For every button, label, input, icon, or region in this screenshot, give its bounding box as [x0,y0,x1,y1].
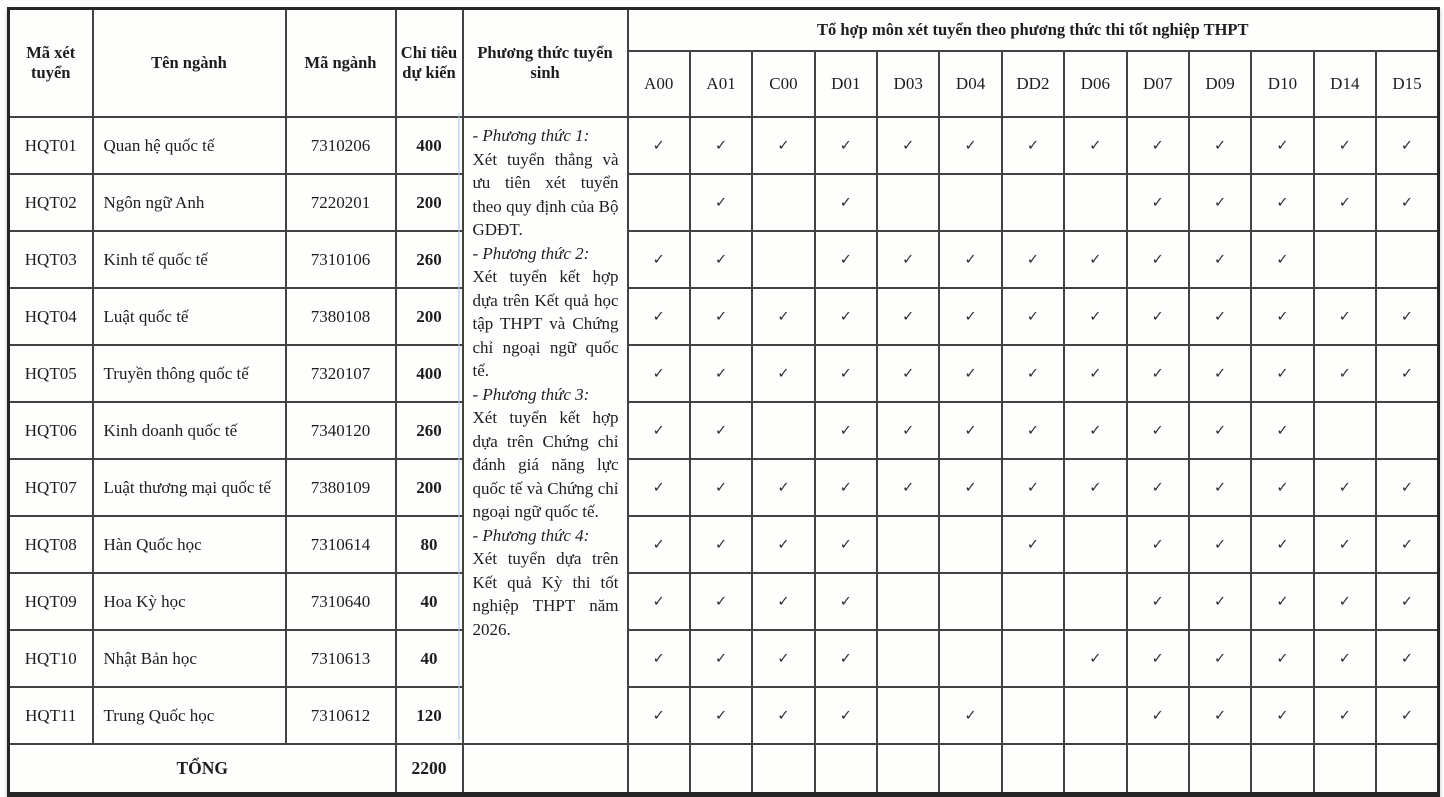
header-combo-d09: D09 [1189,51,1251,117]
combo-check-d14: ✓ [1314,117,1376,174]
admission-code-cell: HQT04 [9,288,93,345]
combo-check-d01: ✓ [815,459,877,516]
combo-check-d10: ✓ [1251,174,1313,231]
header-combo-d15: D15 [1376,51,1439,117]
combo-check-a00 [628,174,690,231]
admission-code-cell: HQT11 [9,687,93,744]
quota-cell: 260 [396,231,463,288]
total-combo-empty-d03 [877,744,939,794]
table-row-hqt01 [9,117,1439,174]
major-name-cell: Kinh tế quốc tế [93,231,286,288]
major-code-cell: 7380109 [286,459,396,516]
header-combo-a00: A00 [628,51,690,117]
combo-check-d04: ✓ [939,687,1001,744]
admission-code-cell: HQT01 [9,117,93,174]
major-name-cell: Ngôn ngữ Anh [93,174,286,231]
combo-check-a00: ✓ [628,288,690,345]
major-name-cell: Truyền thông quốc tế [93,345,286,402]
combo-check-d06 [1064,174,1126,231]
combo-check-a00: ✓ [628,117,690,174]
major-code-cell: 7310106 [286,231,396,288]
combo-check-d03 [877,174,939,231]
major-code-cell: 7340120 [286,402,396,459]
combo-check-c00: ✓ [752,459,814,516]
admission-method-cell [463,117,628,744]
combo-check-d15: ✓ [1376,459,1439,516]
major-name-cell: Kinh doanh quốc tế [93,402,286,459]
combo-check-d07: ✓ [1127,117,1189,174]
combo-check-d01: ✓ [815,117,877,174]
header-combo-d06: D06 [1064,51,1126,117]
major-code-cell: 7320107 [286,345,396,402]
combo-check-d07: ✓ [1127,687,1189,744]
major-name-cell: Luật quốc tế [93,288,286,345]
combo-check-dd2: ✓ [1002,117,1064,174]
combo-check-d01: ✓ [815,402,877,459]
total-combo-empty-a00 [628,744,690,794]
combo-check-d03: ✓ [877,117,939,174]
method-paragraph: - Phương thức 3: Xét tuyển kết hợp dựa trên Chứng chỉ đánh giá năng lực quốc tế và Chứng chỉ ngoại ngữ quốc tế. [472,384,619,521]
combo-check-d09: ✓ [1189,288,1251,345]
header-major-name: Tên ngành [93,9,286,118]
combo-check-d07: ✓ [1127,573,1189,630]
combo-check-d14: ✓ [1314,345,1376,402]
quota-cell: 120 [396,687,463,744]
total-combo-empty-d04 [939,744,1001,794]
combo-check-c00: ✓ [752,288,814,345]
combo-check-d04: ✓ [939,117,1001,174]
major-name-cell: Hoa Kỳ học [93,573,286,630]
combo-check-dd2: ✓ [1002,459,1064,516]
combo-check-d10: ✓ [1251,231,1313,288]
combo-check-d06: ✓ [1064,459,1126,516]
quota-cell: 200 [396,288,463,345]
combo-check-d06 [1064,687,1126,744]
combo-check-dd2 [1002,630,1064,687]
combo-check-d01: ✓ [815,630,877,687]
combo-check-d10: ✓ [1251,573,1313,630]
combo-check-d06: ✓ [1064,345,1126,402]
combo-check-dd2 [1002,687,1064,744]
total-combo-empty-dd2 [1002,744,1064,794]
table-header [9,9,1439,118]
method-label: - Phương thức 2: [472,243,590,263]
combo-check-d15: ✓ [1376,573,1439,630]
total-combo-empty-d06 [1064,744,1126,794]
combo-check-d10: ✓ [1251,459,1313,516]
combo-check-d01: ✓ [815,573,877,630]
combo-check-d03: ✓ [877,459,939,516]
combo-check-a01: ✓ [690,117,752,174]
header-combo-d03: D03 [877,51,939,117]
combo-check-d07: ✓ [1127,459,1189,516]
combo-check-d03 [877,687,939,744]
combo-check-d03 [877,573,939,630]
combo-check-d09: ✓ [1189,174,1251,231]
combo-check-d15: ✓ [1376,117,1439,174]
combo-check-d04: ✓ [939,459,1001,516]
combo-check-c00 [752,174,814,231]
combo-check-a00: ✓ [628,402,690,459]
combo-check-d09: ✓ [1189,687,1251,744]
combo-check-d09: ✓ [1189,459,1251,516]
header-major-code: Mã ngành [286,9,396,118]
method-label: - Phương thức 4: [472,525,590,545]
admission-code-cell: HQT02 [9,174,93,231]
quota-cell: 400 [396,345,463,402]
admission-code-cell: HQT07 [9,459,93,516]
major-name-cell: Quan hệ quốc tế [93,117,286,174]
combo-check-a00: ✓ [628,573,690,630]
combo-check-d07: ✓ [1127,516,1189,573]
combo-check-d15: ✓ [1376,630,1439,687]
total-label-cell: TỔNG [9,744,396,794]
major-code-cell: 7310613 [286,630,396,687]
combo-check-d07: ✓ [1127,402,1189,459]
major-name-cell: Luật thương mại quốc tế [93,459,286,516]
admission-code-cell: HQT06 [9,402,93,459]
header-combo-d04: D04 [939,51,1001,117]
admission-code-cell: HQT05 [9,345,93,402]
admission-code-cell: HQT10 [9,630,93,687]
combo-check-d01: ✓ [815,687,877,744]
combo-check-d06: ✓ [1064,231,1126,288]
combo-check-a01: ✓ [690,288,752,345]
table-body [9,117,1439,794]
combo-check-d09: ✓ [1189,573,1251,630]
combo-check-a00: ✓ [628,231,690,288]
combo-check-c00: ✓ [752,687,814,744]
total-combo-empty-d10 [1251,744,1313,794]
combo-check-d06: ✓ [1064,288,1126,345]
combo-check-d04 [939,573,1001,630]
quota-cell: 200 [396,459,463,516]
table-row-hqt06 [9,402,1439,459]
total-combo-empty-c00 [752,744,814,794]
combo-check-a00: ✓ [628,345,690,402]
header-combo-dd2: DD2 [1002,51,1064,117]
header-combo-a01: A01 [690,51,752,117]
combo-check-a01: ✓ [690,402,752,459]
total-combo-empty-d14 [1314,744,1376,794]
header-combo-c00: C00 [752,51,814,117]
combo-check-d04: ✓ [939,288,1001,345]
table-row-hqt04 [9,288,1439,345]
major-code-cell: 7220201 [286,174,396,231]
header-combo-d10: D10 [1251,51,1313,117]
method-paragraph: - Phương thức 2: Xét tuyển kết hợp dựa trên Kết quả học tập THPT và Chứng chỉ ngoại ngữ quốc tế. [472,243,619,380]
combo-check-c00: ✓ [752,117,814,174]
total-quota-cell: 2200 [396,744,463,794]
header-combo-d01: D01 [815,51,877,117]
combo-check-d09: ✓ [1189,630,1251,687]
combo-check-a01: ✓ [690,459,752,516]
combo-check-a01: ✓ [690,573,752,630]
combo-check-d03 [877,630,939,687]
method-paragraph: - Phương thức 1: Xét tuyển thẳng và ưu tiên xét tuyển theo quy định của Bộ GDĐT. [472,126,619,239]
combo-check-d14: ✓ [1314,459,1376,516]
combo-check-d04: ✓ [939,231,1001,288]
combo-check-dd2: ✓ [1002,231,1064,288]
combo-check-c00: ✓ [752,345,814,402]
combo-check-d03: ✓ [877,345,939,402]
combo-check-d03: ✓ [877,402,939,459]
table-row-hqt11 [9,687,1439,744]
table-row-hqt05 [9,345,1439,402]
header-subject-combinations: Tổ hợp môn xét tuyển theo phương thức thi tốt nghiệp THPT [628,9,1439,52]
combo-check-d10: ✓ [1251,117,1313,174]
combo-check-d14: ✓ [1314,288,1376,345]
combo-check-d06: ✓ [1064,117,1126,174]
combo-check-c00 [752,402,814,459]
table-row-hqt07 [9,459,1439,516]
combo-check-dd2 [1002,174,1064,231]
major-name-cell: Hàn Quốc học [93,516,286,573]
combo-check-d04 [939,630,1001,687]
combo-check-d14: ✓ [1314,630,1376,687]
combo-check-d07: ✓ [1127,174,1189,231]
major-name-cell: Trung Quốc học [93,687,286,744]
major-name-cell: Nhật Bản học [93,630,286,687]
combo-check-d06 [1064,573,1126,630]
quota-cell: 40 [396,630,463,687]
combo-check-d07: ✓ [1127,231,1189,288]
combo-check-d04 [939,174,1001,231]
combo-check-d14 [1314,402,1376,459]
combo-check-d15: ✓ [1376,288,1439,345]
combo-check-d03: ✓ [877,288,939,345]
combo-check-a01: ✓ [690,231,752,288]
quota-cell: 400 [396,117,463,174]
combo-check-d07: ✓ [1127,630,1189,687]
combo-check-a00: ✓ [628,630,690,687]
combo-check-d01: ✓ [815,288,877,345]
quota-cell: 200 [396,174,463,231]
header-combo-d07: D07 [1127,51,1189,117]
quota-cell: 80 [396,516,463,573]
combo-check-c00: ✓ [752,573,814,630]
combo-check-d14: ✓ [1314,174,1376,231]
combo-check-d09: ✓ [1189,231,1251,288]
combo-check-d09: ✓ [1189,345,1251,402]
header-admission-method: Phương thức tuyển sinh [463,9,628,118]
combo-check-d10: ✓ [1251,687,1313,744]
combo-check-a00: ✓ [628,687,690,744]
table-row-hqt10 [9,630,1439,687]
combo-check-d15 [1376,231,1439,288]
total-combo-empty-d09 [1189,744,1251,794]
major-code-cell: 7310640 [286,573,396,630]
total-method-empty-cell [463,744,628,794]
combo-check-d07: ✓ [1127,288,1189,345]
header-combo-d14: D14 [1314,51,1376,117]
combo-check-dd2: ✓ [1002,402,1064,459]
combo-check-d15 [1376,402,1439,459]
method-label: - Phương thức 3: [472,384,590,404]
combo-check-dd2: ✓ [1002,516,1064,573]
combo-check-d14 [1314,231,1376,288]
combo-check-a01: ✓ [690,687,752,744]
combo-check-d15: ✓ [1376,345,1439,402]
combo-check-d03: ✓ [877,231,939,288]
combo-check-d04: ✓ [939,402,1001,459]
combo-check-d10: ✓ [1251,516,1313,573]
combo-check-d10: ✓ [1251,402,1313,459]
total-combo-empty-a01 [690,744,752,794]
combo-check-d15: ✓ [1376,174,1439,231]
combo-check-d10: ✓ [1251,288,1313,345]
combo-check-d10: ✓ [1251,630,1313,687]
combo-check-d04: ✓ [939,345,1001,402]
combo-check-a00: ✓ [628,459,690,516]
combo-check-c00: ✓ [752,630,814,687]
combo-check-d04 [939,516,1001,573]
combo-check-d15: ✓ [1376,516,1439,573]
combo-check-c00: ✓ [752,516,814,573]
combo-check-d09: ✓ [1189,516,1251,573]
major-code-cell: 7310206 [286,117,396,174]
combo-check-d14: ✓ [1314,573,1376,630]
combo-check-d06 [1064,516,1126,573]
combo-check-a01: ✓ [690,630,752,687]
header-admission-code: Mã xét tuyển [9,9,93,118]
combo-check-d14: ✓ [1314,516,1376,573]
combo-check-d07: ✓ [1127,345,1189,402]
combo-check-a01: ✓ [690,345,752,402]
major-code-cell: 7380108 [286,288,396,345]
total-combo-empty-d07 [1127,744,1189,794]
combo-check-d01: ✓ [815,516,877,573]
combo-check-d06: ✓ [1064,402,1126,459]
combo-check-a01: ✓ [690,174,752,231]
combo-check-d06: ✓ [1064,630,1126,687]
combo-check-a00: ✓ [628,516,690,573]
combo-check-d15: ✓ [1376,687,1439,744]
total-row [9,744,1439,794]
table-row-hqt09 [9,573,1439,630]
major-code-cell: 7310612 [286,687,396,744]
combo-check-d14: ✓ [1314,687,1376,744]
combo-check-dd2 [1002,573,1064,630]
combo-check-c00 [752,231,814,288]
combo-check-dd2: ✓ [1002,288,1064,345]
combo-check-d01: ✓ [815,174,877,231]
admission-code-cell: HQT09 [9,573,93,630]
total-combo-empty-d15 [1376,744,1439,794]
combo-check-d09: ✓ [1189,117,1251,174]
method-label: - Phương thức 1: [472,126,590,145]
table-row-hqt03 [9,231,1439,288]
major-code-cell: 7310614 [286,516,396,573]
quota-cell: 260 [396,402,463,459]
admission-code-cell: HQT08 [9,516,93,573]
total-combo-empty-d01 [815,744,877,794]
admission-code-cell: HQT03 [9,231,93,288]
admissions-table [7,7,1440,797]
combo-check-dd2: ✓ [1002,345,1064,402]
combo-check-d09: ✓ [1189,402,1251,459]
combo-check-a01: ✓ [690,516,752,573]
method-paragraph: - Phương thức 4: Xét tuyển dựa trên Kết quả Kỳ thi tốt nghiệp THPT năm 2026. [472,525,619,639]
quota-cell: 40 [396,573,463,630]
combo-check-d03 [877,516,939,573]
combo-check-d10: ✓ [1251,345,1313,402]
table-row-hqt02 [9,174,1439,231]
table-row-hqt08 [9,516,1439,573]
combo-check-d01: ✓ [815,231,877,288]
combo-check-d01: ✓ [815,345,877,402]
header-quota: Chỉ tiêu dự kiến [396,9,463,118]
